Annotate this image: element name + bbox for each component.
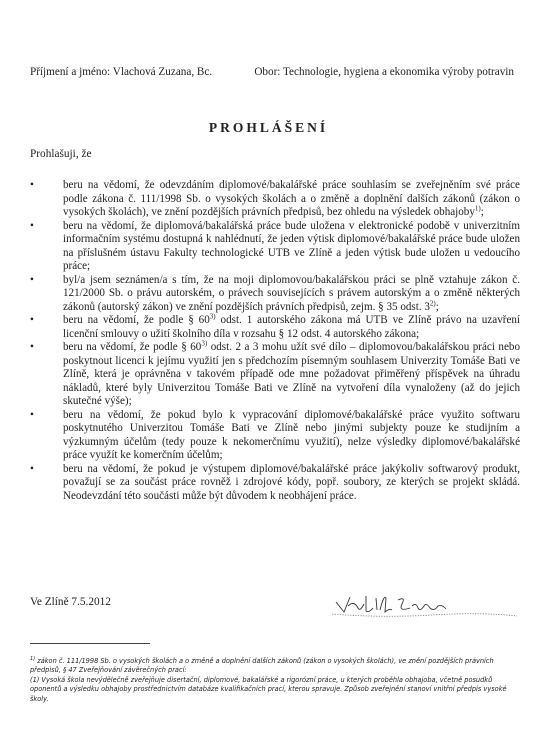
declaration-item-1	[30, 179, 520, 220]
bullet-icon: •	[30, 314, 34, 326]
bullet-icon: •	[30, 219, 34, 232]
item-text: beru na vědomí, že podle § 60	[63, 341, 202, 353]
study-field: Obor: Technologie, hygiena a ekonomika výroby potravin	[254, 66, 514, 78]
item-text: beru na vědomí, že pokud bylo k vypracování diplomové/bakalářské práce využito softwaru poskytnutého Univerzitou Tomáše Bati ve Zlíně nebo jinými subjekty pouze ke studijním a výzkumným účelům (tedy pouze k nekomerčnímu využití), nelze výsledky diplomové/bakalářské práce využít ke komerčním účelům;	[63, 408, 520, 461]
bullet-icon: •	[30, 462, 34, 475]
item-text-continued: ;	[435, 300, 439, 313]
declaration-item-7	[30, 463, 520, 504]
bullet-icon: •	[30, 179, 34, 191]
footnote-separator	[30, 643, 150, 644]
intro-text: Prohlašuji, že	[30, 148, 92, 160]
footnotes	[30, 657, 515, 704]
signature-image	[322, 588, 522, 622]
declaration-item-6	[30, 409, 520, 463]
declaration-item-4	[30, 314, 520, 341]
place-date: Ve Zlíně 7.5.2012	[30, 596, 111, 608]
item-text-continued: odst. 1 autorského zákona má UTB ve Zlíně právo na uzavření licenční smlouvy o užití školního díla v rozsahu § 12 odst. 4 autorského zákona;	[63, 314, 520, 340]
bullet-icon: •	[30, 341, 34, 353]
item-text: beru na vědomí, že pokud je výstupem diplomové/bakalářské práce jakýkoliv softwarový produkt, považují se za součást práce rovněž i zdrojové kódy, popř. soubory, ze kterých se projekt skládá. Neodevzdání této součásti může být důvodem k neobhájení práce.	[63, 462, 520, 502]
footnote-ref: 2)	[429, 298, 436, 307]
footnote-1-title	[30, 657, 515, 676]
item-text-continued: ;	[480, 206, 484, 218]
item-text: beru na vědomí, že podle § 60	[63, 314, 210, 326]
item-text: beru na vědomí, že diplomová/bakalářská práce bude uložena v elektronické podobě v univerzitním informačním systému dostupná k nahlédnutí, že jeden výtisk diplomové/bakalářské práce bude uložen na příslušném ústavu Fakulty technologické UTB ve Zlíně a jeden výtisk bude uložen u vedoucího práce;	[63, 219, 520, 272]
item-text: beru na vědomí, že odevzdáním diplomové/bakalářské práce souhlasím se zveřejněním své práce podle zákona č. 111/1998 Sb. o vysokých školách a o změně a doplnění dalších zákonů (zákon o vysokých školách), ve znění pozdějších právních předpisů, bez ohledu na výsledek obhajoby	[63, 179, 520, 218]
footnote-ref: 3)	[201, 339, 208, 348]
footnote-marker: 1)	[30, 655, 36, 662]
declaration-item-3	[30, 274, 520, 315]
bullet-icon: •	[30, 408, 34, 421]
footnote-1-text: zákon č. 111/1998 Sb. o vysokých školách a o změně a doplnění dalších zákonů (zákon o vysokých školách), ve znění pozdějších právních předpisů, § 47 Zveřejňování závěrečných prací:	[30, 657, 494, 675]
footnote-ref: 3)	[209, 312, 216, 321]
item-text: byl/a jsem seznámen/a s tím, že na moji diplomovou/bakalářskou práci se plně vztahuje zákon č. 121/2000 Sb. o právu autorském, o právech souvisejících s právem autorským a o změně některých zákonů (autorský zákon) ve znění pozdějších právních předpisů, zejm. § 35 odst. 3	[63, 273, 520, 313]
footnote-1-body: (1) Vysoká škola nevýdělečně zveřejňuje disertační, diplomové, bakalářské a rigorózní práce, u kterých proběhla obhajoba, včetně posudků oponentů a výsledku obhajoby prostřednictvím databáze kvalifikačních prací, kterou spravuje. Způsob zveřejnění stanoví vnitřní předpis vysoké školy.	[30, 675, 507, 703]
declaration-item-5	[30, 341, 520, 409]
page-title: PROHLÁŠENÍ	[208, 120, 329, 135]
bullet-icon: •	[30, 273, 34, 286]
footnote-ref: 1)	[474, 204, 481, 213]
item-text-continued: odst. 2 a 3 mohu užít své dílo – diplomovou/bakalářskou práci nebo poskytnout licenci k jejímu využití jen s předchozím písemným souhlasem Univerzity Tomáše Bati ve Zlíně, která je oprávněna v takovém případě ode mne požadovat přiměřený příspěvek na úhradu nákladů, které byly Univerzitou Tomáše Bati ve Zlíně na vytvoření díla vynaloženy (až do jejich skutečné výše);	[63, 341, 520, 407]
declaration-item-2	[30, 220, 520, 274]
declaration-list	[30, 179, 520, 503]
student-name: Příjmení a jméno: Vlachová Zuzana, Bc.	[30, 66, 213, 78]
